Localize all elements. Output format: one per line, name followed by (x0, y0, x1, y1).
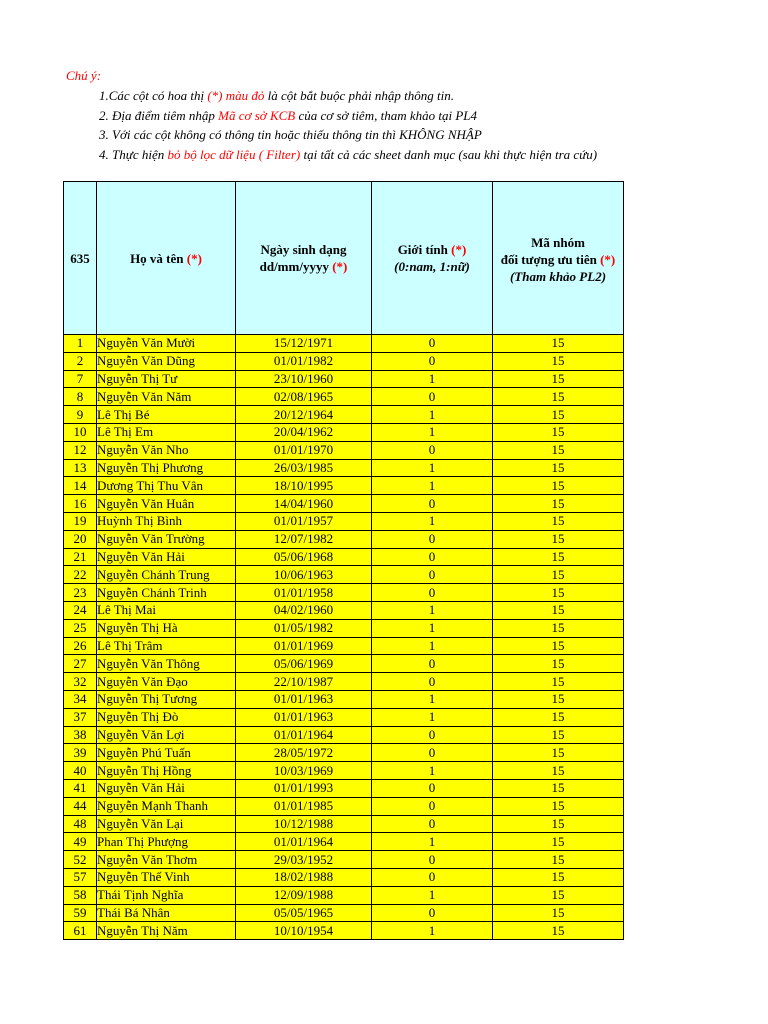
cell-name[interactable]: Nguyễn Văn Lợi (97, 726, 236, 744)
cell-priority-group[interactable]: 15 (493, 423, 624, 441)
cell-gender[interactable]: 1 (372, 833, 493, 851)
table-row (64, 370, 624, 388)
table-row (64, 530, 624, 548)
table-row (64, 815, 624, 833)
cell-priority-group[interactable]: 15 (493, 548, 624, 566)
note-4-text-b: tại tất cả các sheet danh mục (sau khi thực hiện tra cứu) (300, 147, 598, 162)
cell-name[interactable]: Nguyễn Văn Dũng (97, 352, 236, 370)
cell-stt[interactable]: 21 (64, 548, 97, 566)
cell-priority-group[interactable]: 15 (493, 797, 624, 815)
cell-priority-group[interactable]: 15 (493, 637, 624, 655)
cell-stt[interactable]: 20 (64, 530, 97, 548)
cell-priority-group[interactable]: 15 (493, 655, 624, 673)
cell-name[interactable]: Nguyễn Thị Hồng (97, 762, 236, 780)
cell-name[interactable]: Nguyễn Thị Năm (97, 922, 236, 940)
cell-dob[interactable]: 12/09/1988 (236, 886, 372, 904)
header-dob[interactable] (236, 182, 372, 335)
cell-gender[interactable]: 0 (372, 441, 493, 459)
cell-priority-group[interactable]: 15 (493, 459, 624, 477)
cell-dob[interactable]: 28/05/1972 (236, 744, 372, 762)
cell-priority-group[interactable]: 15 (493, 601, 624, 619)
cell-stt[interactable]: 13 (64, 459, 97, 477)
header-dob-line2: dd/mm/yyyy (259, 259, 333, 274)
cell-name[interactable]: Nguyễn Chánh Trung (97, 566, 236, 584)
cell-name[interactable]: Thái Tịnh Nghĩa (97, 886, 236, 904)
header-gender[interactable] (372, 182, 493, 335)
cell-gender[interactable]: 1 (372, 601, 493, 619)
cell-priority-group[interactable]: 15 (493, 886, 624, 904)
cell-stt[interactable]: 59 (64, 904, 97, 922)
table-row (64, 406, 624, 424)
cell-name[interactable]: Lê Thị Bé (97, 406, 236, 424)
cell-dob[interactable]: 05/06/1969 (236, 655, 372, 673)
header-name[interactable] (97, 182, 236, 335)
table-row (64, 619, 624, 637)
cell-stt[interactable]: 37 (64, 708, 97, 726)
cell-dob[interactable]: 18/02/1988 (236, 868, 372, 886)
header-gender-line2: (0:nam, 1:nữ) (394, 259, 470, 274)
table-row (64, 477, 624, 495)
cell-name[interactable]: Nguyễn Phú Tuấn (97, 744, 236, 762)
header-group-line1: Mã nhóm (531, 235, 585, 250)
cell-gender[interactable]: 1 (372, 423, 493, 441)
note-2-text-a: 2. Địa điểm tiêm nhập (99, 108, 219, 123)
table-row (64, 690, 624, 708)
cell-dob[interactable]: 26/03/1985 (236, 459, 372, 477)
cell-name[interactable]: Nguyễn Chánh Trinh (97, 584, 236, 602)
cell-gender[interactable]: 1 (372, 477, 493, 495)
table-row (64, 335, 624, 353)
note-line-2 (99, 108, 477, 124)
cell-name[interactable]: Phan Thị Phượng (97, 833, 236, 851)
table-row (64, 708, 624, 726)
cell-gender[interactable]: 1 (372, 370, 493, 388)
note-1-text-red: (*) màu đỏ (207, 88, 265, 103)
cell-name[interactable]: Nguyễn Văn Hải (97, 548, 236, 566)
cell-stt[interactable]: 61 (64, 922, 97, 940)
cell-stt[interactable]: 44 (64, 797, 97, 815)
cell-stt[interactable]: 8 (64, 388, 97, 406)
table-row (64, 744, 624, 762)
note-4-text-a: 4. Thực hiện (99, 147, 168, 162)
note-4-text-red: bỏ bộ lọc dữ liệu ( Filter) (167, 147, 301, 162)
cell-stt[interactable]: 19 (64, 512, 97, 530)
cell-stt[interactable]: 38 (64, 726, 97, 744)
cell-dob[interactable]: 14/04/1960 (236, 495, 372, 513)
cell-stt[interactable]: 2 (64, 352, 97, 370)
cell-dob[interactable]: 29/03/1952 (236, 851, 372, 869)
table-row (64, 441, 624, 459)
cell-name[interactable]: Nguyễn Văn Thơm (97, 851, 236, 869)
cell-dob[interactable]: 01/01/1993 (236, 779, 372, 797)
header-stt[interactable]: 635 (64, 182, 97, 335)
cell-dob[interactable]: 04/02/1960 (236, 601, 372, 619)
table-row (64, 922, 624, 940)
cell-stt[interactable]: 40 (64, 762, 97, 780)
cell-name[interactable]: Nguyễn Thị Tương (97, 690, 236, 708)
table-row (64, 779, 624, 797)
table-row (64, 762, 624, 780)
table-row (64, 886, 624, 904)
cell-gender[interactable]: 0 (372, 726, 493, 744)
cell-dob[interactable]: 01/05/1982 (236, 619, 372, 637)
cell-name[interactable]: Nguyễn Văn Mười (97, 335, 236, 353)
cell-priority-group[interactable]: 15 (493, 512, 624, 530)
cell-stt[interactable]: 9 (64, 406, 97, 424)
cell-stt[interactable]: 14 (64, 477, 97, 495)
cell-stt[interactable]: 34 (64, 690, 97, 708)
table-row (64, 548, 624, 566)
cell-name[interactable]: Dương Thị Thu Vân (97, 477, 236, 495)
cell-gender[interactable]: 0 (372, 388, 493, 406)
cell-name[interactable]: Lê Thị Em (97, 423, 236, 441)
table-row (64, 655, 624, 673)
table-row (64, 423, 624, 441)
header-gender-line1: Giới tính (397, 242, 452, 257)
cell-stt[interactable]: 12 (64, 441, 97, 459)
cell-priority-group[interactable]: 15 (493, 690, 624, 708)
table-row (64, 637, 624, 655)
cell-stt[interactable]: 16 (64, 495, 97, 513)
cell-gender[interactable]: 1 (372, 459, 493, 477)
cell-stt[interactable]: 58 (64, 886, 97, 904)
cell-stt[interactable]: 57 (64, 868, 97, 886)
cell-name[interactable]: Nguyễn Văn Lại (97, 815, 236, 833)
cell-name[interactable]: Thái Bá Nhân (97, 904, 236, 922)
cell-priority-group[interactable]: 15 (493, 619, 624, 637)
cell-gender[interactable]: 1 (372, 690, 493, 708)
cell-gender[interactable]: 1 (372, 512, 493, 530)
cell-name[interactable]: Nguyễn Thị Đò (97, 708, 236, 726)
cell-priority-group[interactable]: 15 (493, 477, 624, 495)
table-row (64, 904, 624, 922)
cell-stt[interactable]: 7 (64, 370, 97, 388)
cell-priority-group[interactable]: 15 (493, 815, 624, 833)
cell-dob[interactable]: 10/03/1969 (236, 762, 372, 780)
cell-priority-group[interactable]: 15 (493, 495, 624, 513)
cell-stt[interactable]: 52 (64, 851, 97, 869)
cell-dob[interactable]: 15/12/1971 (236, 335, 372, 353)
cell-dob[interactable]: 01/01/1970 (236, 441, 372, 459)
cell-dob[interactable]: 01/01/1964 (236, 726, 372, 744)
cell-name[interactable]: Nguyễn Mạnh Thanh (97, 797, 236, 815)
cell-gender[interactable]: 1 (372, 406, 493, 424)
cell-name[interactable]: Nguyễn Thị Hà (97, 619, 236, 637)
cell-priority-group[interactable]: 15 (493, 335, 624, 353)
cell-gender[interactable]: 0 (372, 779, 493, 797)
cell-dob[interactable]: 01/01/1982 (236, 352, 372, 370)
table-row (64, 459, 624, 477)
cell-priority-group[interactable]: 15 (493, 566, 624, 584)
cell-stt[interactable]: 32 (64, 673, 97, 691)
table-row (64, 833, 624, 851)
header-group-line2: đối tượng ưu tiên (500, 252, 601, 267)
cell-name[interactable]: Nguyễn Thị Tư (97, 370, 236, 388)
cell-name[interactable]: Nguyễn Thị Phương (97, 459, 236, 477)
header-name-required: (*) (186, 250, 202, 266)
cell-name[interactable]: Nguyễn Văn Hải (97, 779, 236, 797)
cell-dob[interactable]: 01/01/1963 (236, 690, 372, 708)
cell-gender[interactable]: 0 (372, 655, 493, 673)
cell-name[interactable]: Nguyễn Văn Huân (97, 495, 236, 513)
header-name-label: Họ và tên (130, 250, 187, 266)
cell-priority-group[interactable]: 15 (493, 904, 624, 922)
cell-priority-group[interactable]: 15 (493, 726, 624, 744)
cell-priority-group[interactable]: 15 (493, 441, 624, 459)
cell-dob[interactable]: 12/07/1982 (236, 530, 372, 548)
cell-priority-group[interactable]: 15 (493, 851, 624, 869)
patient-table (63, 181, 624, 940)
note-2-text-red: Mã cơ sở KCB (218, 108, 296, 123)
note-1-text-b: là cột bắt buộc phải nhập thông tin. (264, 88, 454, 103)
cell-priority-group[interactable]: 15 (493, 388, 624, 406)
cell-stt[interactable]: 49 (64, 833, 97, 851)
cell-name[interactable]: Huỳnh Thị Bình (97, 512, 236, 530)
cell-stt[interactable]: 48 (64, 815, 97, 833)
cell-dob[interactable]: 05/05/1965 (236, 904, 372, 922)
header-group-required: (*) (600, 252, 616, 267)
table-row (64, 584, 624, 602)
cell-stt[interactable]: 25 (64, 619, 97, 637)
note-1-text-a: 1.Các cột có hoa thị (99, 88, 208, 103)
cell-gender[interactable]: 0 (372, 797, 493, 815)
cell-gender[interactable]: 1 (372, 886, 493, 904)
header-gender-required: (*) (451, 242, 467, 257)
cell-name[interactable]: Nguyễn Văn Năm (97, 388, 236, 406)
cell-dob[interactable]: 10/12/1988 (236, 815, 372, 833)
cell-dob[interactable]: 10/10/1954 (236, 922, 372, 940)
table-row (64, 566, 624, 584)
cell-priority-group[interactable]: 15 (493, 406, 624, 424)
header-priority-group[interactable] (493, 182, 624, 335)
header-dob-line1: Ngày sinh dạng (260, 242, 347, 257)
cell-gender[interactable]: 0 (372, 352, 493, 370)
cell-dob[interactable]: 02/08/1965 (236, 388, 372, 406)
header-dob-required: (*) (332, 259, 348, 274)
cell-priority-group[interactable]: 15 (493, 779, 624, 797)
cell-gender[interactable]: 0 (372, 335, 493, 353)
cell-gender[interactable]: 0 (372, 584, 493, 602)
cell-stt[interactable]: 27 (64, 655, 97, 673)
cell-priority-group[interactable]: 15 (493, 868, 624, 886)
table-row (64, 352, 624, 370)
cell-gender[interactable]: 1 (372, 762, 493, 780)
cell-stt[interactable]: 39 (64, 744, 97, 762)
cell-gender[interactable]: 0 (372, 815, 493, 833)
cell-dob[interactable]: 01/01/1964 (236, 833, 372, 851)
table-row (64, 673, 624, 691)
table-row (64, 851, 624, 869)
cell-dob[interactable]: 22/10/1987 (236, 673, 372, 691)
cell-gender[interactable]: 1 (372, 619, 493, 637)
note-line-1 (99, 88, 454, 104)
cell-priority-group[interactable]: 15 (493, 922, 624, 940)
cell-dob[interactable]: 10/06/1963 (236, 566, 372, 584)
header-row (64, 182, 624, 335)
note-line-3: 3. Với các cột không có thông tin hoặc thiếu thông tin thì KHÔNG NHẬP (99, 127, 482, 142)
cell-gender[interactable]: 0 (372, 495, 493, 513)
cell-gender[interactable]: 0 (372, 673, 493, 691)
cell-gender[interactable]: 0 (372, 566, 493, 584)
cell-priority-group[interactable]: 15 (493, 530, 624, 548)
cell-name[interactable]: Lê Thị Mai (97, 601, 236, 619)
cell-dob[interactable]: 01/01/1969 (236, 637, 372, 655)
cell-stt[interactable]: 23 (64, 584, 97, 602)
cell-name[interactable]: Nguyễn Văn Nho (97, 441, 236, 459)
cell-name[interactable]: Lê Thị Trâm (97, 637, 236, 655)
cell-stt[interactable]: 1 (64, 335, 97, 353)
table-row (64, 512, 624, 530)
cell-dob[interactable]: 01/01/1985 (236, 797, 372, 815)
note-line-4 (99, 147, 632, 163)
cell-gender[interactable]: 0 (372, 530, 493, 548)
table-row (64, 495, 624, 513)
table-row (64, 868, 624, 886)
cell-dob[interactable]: 18/10/1995 (236, 477, 372, 495)
cell-gender[interactable]: 1 (372, 708, 493, 726)
cell-gender[interactable]: 0 (372, 744, 493, 762)
note-2-text-b: của cơ sở tiêm, tham khảo tại PL4 (295, 108, 478, 123)
cell-dob[interactable]: 20/12/1964 (236, 406, 372, 424)
cell-priority-group[interactable]: 15 (493, 673, 624, 691)
cell-dob[interactable]: 01/01/1963 (236, 708, 372, 726)
cell-dob[interactable]: 23/10/1960 (236, 370, 372, 388)
cell-dob[interactable]: 01/01/1958 (236, 584, 372, 602)
table-body (64, 335, 624, 940)
table-row (64, 797, 624, 815)
notes-title: Chú ý: (66, 68, 102, 83)
cell-name[interactable]: Nguyễn Văn Trường (97, 530, 236, 548)
cell-priority-group[interactable]: 15 (493, 744, 624, 762)
cell-stt[interactable]: 41 (64, 779, 97, 797)
table-row (64, 601, 624, 619)
cell-name[interactable]: Nguyễn Thế Vinh (97, 868, 236, 886)
cell-stt[interactable]: 10 (64, 423, 97, 441)
cell-gender[interactable]: 0 (372, 868, 493, 886)
table-row (64, 726, 624, 744)
cell-dob[interactable]: 01/01/1957 (236, 512, 372, 530)
cell-gender[interactable]: 0 (372, 904, 493, 922)
cell-priority-group[interactable]: 15 (493, 352, 624, 370)
cell-priority-group[interactable]: 15 (493, 370, 624, 388)
cell-gender[interactable]: 0 (372, 548, 493, 566)
cell-priority-group[interactable]: 15 (493, 762, 624, 780)
cell-gender[interactable]: 0 (372, 851, 493, 869)
cell-dob[interactable]: 20/04/1962 (236, 423, 372, 441)
cell-name[interactable]: Nguyễn Văn Thông (97, 655, 236, 673)
table-row (64, 388, 624, 406)
cell-dob[interactable]: 05/06/1968 (236, 548, 372, 566)
cell-priority-group[interactable]: 15 (493, 833, 624, 851)
header-group-line3: (Tham khảo PL2) (509, 269, 607, 284)
cell-priority-group[interactable]: 15 (493, 584, 624, 602)
cell-gender[interactable]: 1 (372, 637, 493, 655)
cell-name[interactable]: Nguyễn Văn Đạo (97, 673, 236, 691)
cell-priority-group[interactable]: 15 (493, 708, 624, 726)
cell-gender[interactable]: 1 (372, 922, 493, 940)
cell-stt[interactable]: 22 (64, 566, 97, 584)
cell-stt[interactable]: 24 (64, 601, 97, 619)
cell-stt[interactable]: 26 (64, 637, 97, 655)
